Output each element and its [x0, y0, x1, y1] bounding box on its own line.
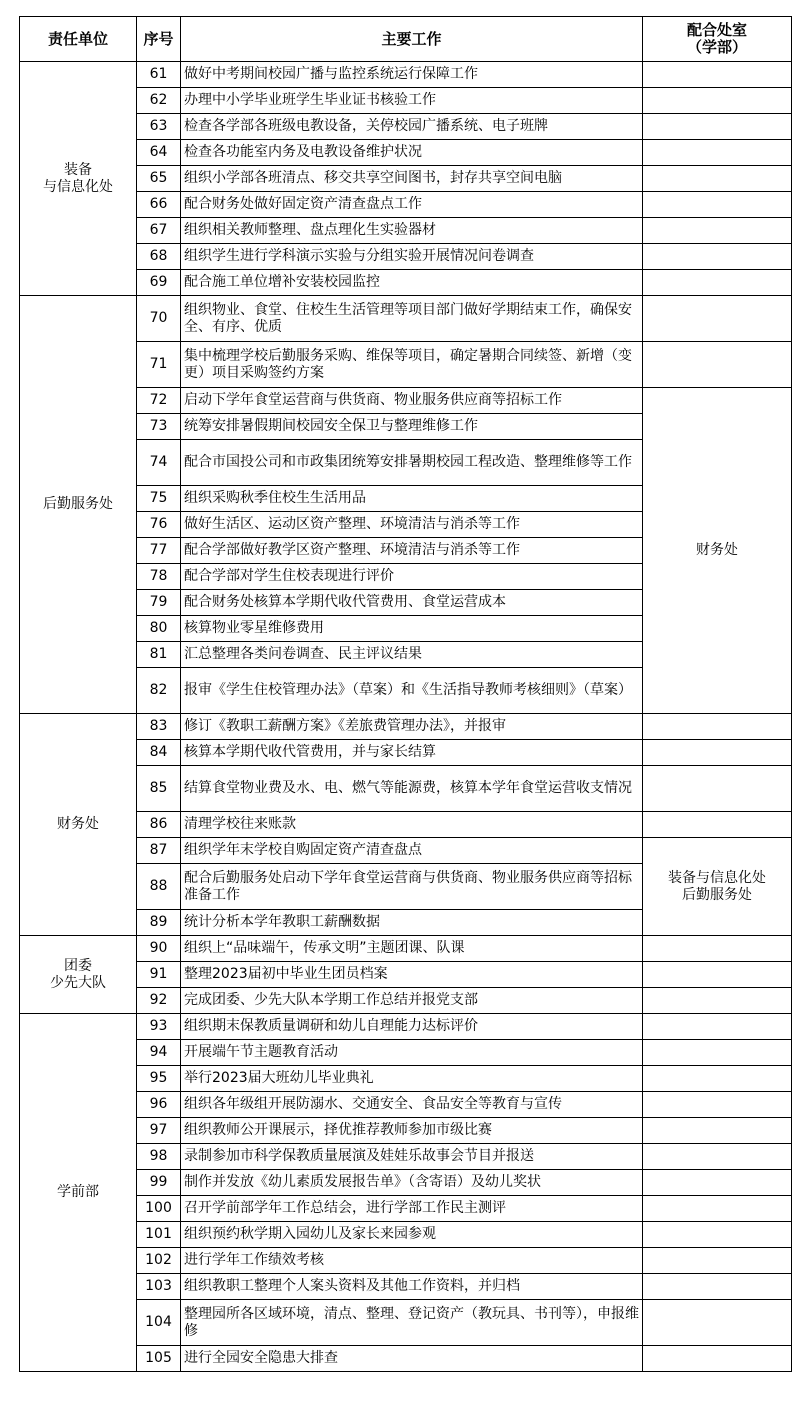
sequence-cell: 61	[137, 62, 181, 88]
cooperating-office-cell	[643, 740, 792, 766]
sequence-cell: 65	[137, 166, 181, 192]
main-work-cell: 组织教师公开课展示，择优推荐教师参加市级比赛	[181, 1118, 643, 1144]
main-work-cell: 检查各学部各班级电教设备，关停校园广播系统、电子班牌	[181, 114, 643, 140]
cooperating-office-cell	[643, 218, 792, 244]
sequence-cell: 74	[137, 440, 181, 486]
sequence-cell: 102	[137, 1248, 181, 1274]
cooperating-office-cell	[643, 244, 792, 270]
main-work-cell: 检查各功能室内务及电教设备维护状况	[181, 140, 643, 166]
main-work-cell: 配合后勤服务处启动下学年食堂运营商与供货商、物业服务供应商等招标准备工作	[181, 864, 643, 910]
sequence-cell: 85	[137, 766, 181, 812]
cooperating-office-cell	[643, 1300, 792, 1346]
main-work-cell: 完成团委、少先大队本学期工作总结并报党支部	[181, 988, 643, 1014]
cooperating-office-cell	[643, 988, 792, 1014]
sequence-cell: 84	[137, 740, 181, 766]
main-work-cell: 组织学年末学校自购固定资产清查盘点	[181, 838, 643, 864]
table-body	[20, 62, 792, 1372]
sequence-cell: 96	[137, 1092, 181, 1118]
main-work-cell: 召开学前部学年工作总结会，进行学部工作民主测评	[181, 1196, 643, 1222]
sequence-cell: 64	[137, 140, 181, 166]
cooperating-office-cell	[643, 88, 792, 114]
table-row	[20, 296, 792, 342]
cooperating-office-cell	[643, 270, 792, 296]
main-work-cell: 制作并发放《幼儿素质发展报告单》（含寄语）及幼儿奖状	[181, 1170, 643, 1196]
cooperating-office-cell	[643, 1040, 792, 1066]
responsible-unit-cell: 财务处	[20, 714, 137, 936]
main-work-cell: 统筹安排暑假期间校园安全保卫与整理维修工作	[181, 414, 643, 440]
main-work-cell: 举行2023届大班幼儿毕业典礼	[181, 1066, 643, 1092]
cooperating-office-cell	[643, 812, 792, 838]
main-work-cell: 组织教职工整理个人案头资料及其他工作资料，并归档	[181, 1274, 643, 1300]
main-work-cell: 核算本学期代收代管费用，并与家长结算	[181, 740, 643, 766]
main-work-cell: 进行学年工作绩效考核	[181, 1248, 643, 1274]
sequence-cell: 92	[137, 988, 181, 1014]
main-work-cell: 配合财务处做好固定资产清查盘点工作	[181, 192, 643, 218]
sequence-cell: 83	[137, 714, 181, 740]
responsible-unit-cell: 装备 与信息化处	[20, 62, 137, 296]
main-work-cell: 配合学部对学生住校表现进行评价	[181, 564, 643, 590]
responsible-unit-cell: 学前部	[20, 1014, 137, 1372]
cooperating-office-cell	[643, 1248, 792, 1274]
main-work-cell: 办理中小学毕业班学生毕业证书核验工作	[181, 88, 643, 114]
header-sequence: 序号	[137, 17, 181, 62]
cooperating-office-cell	[643, 296, 792, 342]
main-work-cell: 整理2023届初中毕业生团员档案	[181, 962, 643, 988]
sequence-cell: 93	[137, 1014, 181, 1040]
sequence-cell: 87	[137, 838, 181, 864]
sequence-cell: 95	[137, 1066, 181, 1092]
main-work-cell: 组织小学部各班清点、移交共享空间图书，封存共享空间电脑	[181, 166, 643, 192]
sequence-cell: 78	[137, 564, 181, 590]
sequence-cell: 100	[137, 1196, 181, 1222]
cooperating-office-cell	[643, 1014, 792, 1040]
sequence-cell: 66	[137, 192, 181, 218]
sequence-cell: 72	[137, 388, 181, 414]
sequence-cell: 94	[137, 1040, 181, 1066]
sequence-cell: 98	[137, 1144, 181, 1170]
cooperating-office-cell	[643, 62, 792, 88]
main-work-cell: 修订《教职工薪酬方案》《差旅费管理办法》，并报审	[181, 714, 643, 740]
main-work-cell: 录制参加市科学保教质量展演及娃娃乐故事会节目并报送	[181, 1144, 643, 1170]
main-work-cell: 开展端午节主题教育活动	[181, 1040, 643, 1066]
main-work-cell: 组织各年级组开展防溺水、交通安全、食品安全等教育与宣传	[181, 1092, 643, 1118]
main-work-cell: 进行全园安全隐患大排查	[181, 1346, 643, 1372]
sequence-cell: 76	[137, 512, 181, 538]
cooperating-office-cell	[643, 936, 792, 962]
sequence-cell: 81	[137, 642, 181, 668]
work-schedule-table	[19, 16, 792, 1372]
sequence-cell: 89	[137, 910, 181, 936]
sequence-cell: 101	[137, 1222, 181, 1248]
main-work-cell: 组织预约秋学期入园幼儿及家长来园参观	[181, 1222, 643, 1248]
cooperating-office-cell	[643, 192, 792, 218]
cooperating-office-cell	[643, 714, 792, 740]
sequence-cell: 80	[137, 616, 181, 642]
sequence-cell: 79	[137, 590, 181, 616]
cooperating-office-cell	[643, 114, 792, 140]
cooperating-office-cell	[643, 1274, 792, 1300]
sequence-cell: 82	[137, 668, 181, 714]
main-work-cell: 配合市国投公司和市政集团统筹安排暑期校园工程改造、整理维修等工作	[181, 440, 643, 486]
cooperating-office-cell: 财务处	[643, 388, 792, 714]
sequence-cell: 77	[137, 538, 181, 564]
cooperating-office-cell	[643, 1196, 792, 1222]
sequence-cell: 99	[137, 1170, 181, 1196]
table-row	[20, 936, 792, 962]
main-work-cell: 汇总整理各类问卷调查、民主评议结果	[181, 642, 643, 668]
main-work-cell: 统计分析本学年教职工薪酬数据	[181, 910, 643, 936]
main-work-cell: 组织上“品味端午，传承文明”主题团课、队课	[181, 936, 643, 962]
main-work-cell: 做好生活区、运动区资产整理、环境清洁与消杀等工作	[181, 512, 643, 538]
header-coop-line2: （学部）	[686, 38, 747, 56]
main-work-cell: 配合财务处核算本学期代收代管费用、食堂运营成本	[181, 590, 643, 616]
cooperating-office-cell	[643, 766, 792, 812]
main-work-cell: 组织采购秋季住校生生活用品	[181, 486, 643, 512]
main-work-cell: 结算食堂物业费及水、电、燃气等能源费，核算本学年食堂运营收支情况	[181, 766, 643, 812]
sequence-cell: 71	[137, 342, 181, 388]
sequence-cell: 105	[137, 1346, 181, 1372]
table-row	[20, 1014, 792, 1040]
header-cooperating-office	[643, 17, 792, 62]
cooperating-office-cell	[643, 1118, 792, 1144]
sequence-cell: 62	[137, 88, 181, 114]
sequence-cell: 69	[137, 270, 181, 296]
sequence-cell: 67	[137, 218, 181, 244]
main-work-cell: 清理学校往来账款	[181, 812, 643, 838]
responsible-unit-cell: 后勤服务处	[20, 296, 137, 714]
main-work-cell: 做好中考期间校园广播与监控系统运行保障工作	[181, 62, 643, 88]
table-header-row	[20, 17, 792, 62]
cooperating-office-cell	[643, 342, 792, 388]
table-row	[20, 714, 792, 740]
main-work-cell: 组织相关教师整理、盘点理化生实验器材	[181, 218, 643, 244]
main-work-cell: 配合学部做好教学区资产整理、环境清洁与消杀等工作	[181, 538, 643, 564]
main-work-cell: 核算物业零星维修费用	[181, 616, 643, 642]
main-work-cell: 组织物业、食堂、住校生生活管理等项目部门做好学期结束工作，确保安全、有序、优质	[181, 296, 643, 342]
cooperating-office-cell: 装备与信息化处 后勤服务处	[643, 838, 792, 936]
table-row	[20, 62, 792, 88]
cooperating-office-cell	[643, 166, 792, 192]
cooperating-office-cell	[643, 962, 792, 988]
sequence-cell: 104	[137, 1300, 181, 1346]
sequence-cell: 88	[137, 864, 181, 910]
main-work-cell: 组织学生进行学科演示实验与分组实验开展情况问卷调查	[181, 244, 643, 270]
responsible-unit-cell: 团委 少先大队	[20, 936, 137, 1014]
main-work-cell: 启动下学年食堂运营商与供货商、物业服务供应商等招标工作	[181, 388, 643, 414]
sequence-cell: 86	[137, 812, 181, 838]
sequence-cell: 103	[137, 1274, 181, 1300]
cooperating-office-cell	[643, 140, 792, 166]
main-work-cell: 配合施工单位增补安装校园监控	[181, 270, 643, 296]
cooperating-office-cell	[643, 1170, 792, 1196]
cooperating-office-cell	[643, 1092, 792, 1118]
header-responsible-unit: 责任单位	[20, 17, 137, 62]
header-coop-line1: 配合处室	[686, 21, 747, 39]
main-work-cell: 报审《学生住校管理办法》（草案）和《生活指导教师考核细则》（草案）	[181, 668, 643, 714]
sequence-cell: 97	[137, 1118, 181, 1144]
cooperating-office-cell	[643, 1066, 792, 1092]
sequence-cell: 75	[137, 486, 181, 512]
sequence-cell: 63	[137, 114, 181, 140]
sequence-cell: 68	[137, 244, 181, 270]
cooperating-office-cell	[643, 1346, 792, 1372]
sequence-cell: 90	[137, 936, 181, 962]
sequence-cell: 73	[137, 414, 181, 440]
main-work-cell: 整理园所各区域环境，清点、整理、登记资产（教玩具、书刊等），申报维修	[181, 1300, 643, 1346]
header-main-work: 主要工作	[181, 17, 643, 62]
sequence-cell: 91	[137, 962, 181, 988]
main-work-cell: 组织期末保教质量调研和幼儿自理能力达标评价	[181, 1014, 643, 1040]
cooperating-office-cell	[643, 1222, 792, 1248]
cooperating-office-cell	[643, 1144, 792, 1170]
sequence-cell: 70	[137, 296, 181, 342]
main-work-cell: 集中梳理学校后勤服务采购、维保等项目，确定暑期合同续签、新增（变更）项目采购签约方案	[181, 342, 643, 388]
